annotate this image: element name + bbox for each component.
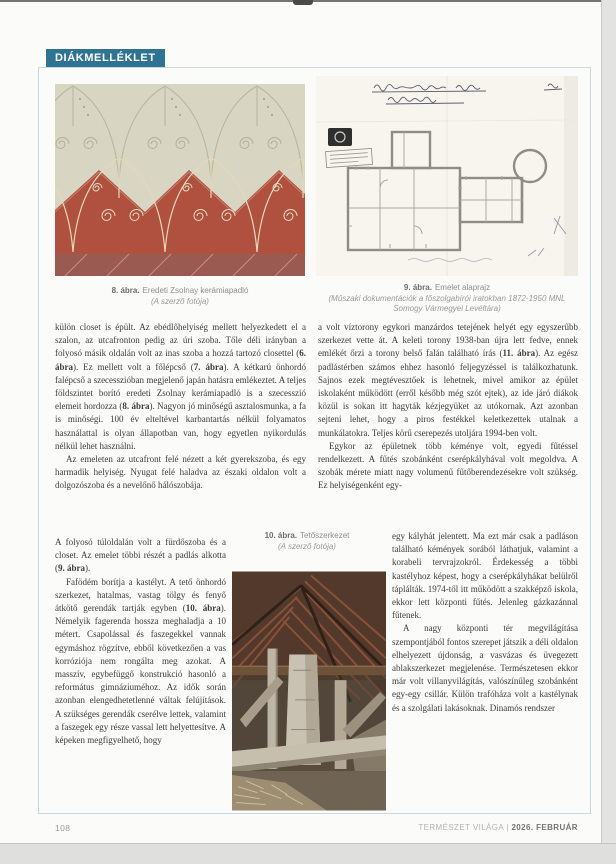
body-text-left-top <box>55 321 306 493</box>
footer-journal-line <box>318 823 578 832</box>
figure10-caption <box>228 531 386 552</box>
figure8-title: Eredeti Zsolnay kerámiapadló <box>142 286 249 295</box>
figure8-tile-photo <box>55 84 305 276</box>
paragraph: Egykor az épületnek több kéménye volt, egyedi fűtéssel rendelkezett. A fűtés szobánként cserépkályhával volt megoldva. A szobák mérete miatt nagy volumenű fűtőberendezésekre volt szükség. Ez helyiségenként egy- <box>318 440 578 491</box>
scan-edge-bottom <box>0 843 616 864</box>
section-label: DIÁKMELLÉKLET <box>46 49 165 67</box>
figure8-label: 8. ábra. <box>111 286 140 295</box>
figure9-title: Emelet alaprajz <box>434 283 491 292</box>
figure9-credit: (Műszaki dokumentációk a főszolgabírói iratokban 1872-1950 MNL Somogy Vármegyei Levéltára) <box>328 293 566 313</box>
figure8-credit: (A szerző fotója) <box>151 296 209 306</box>
paragraph: Fafödém borítja a kastélyt. A tető önhordó szerkezet, hatalmas, vastag tölgy és fenyő átkötő gerendák tartják egyben (10. ábra). Némelyik fagerenda hossza meghaladja a 10 métert. Csapolással és faszegekkel vannak egymáshoz rögzítve, ebből következően a vas korróziója nem rongálta meg azokat. A masszív, egybefüggő konstrukció hasonló a református gimnáziuméhoz. Az idők során azonban elengedhetetlenné váltak felújítások. A szükséges gerendák cserélve lettek, valamint a faszegek egy része vassal lett helyettesítve. A képeken megfigyelhető, hogy <box>55 576 227 746</box>
figure8-tile-art <box>55 84 305 276</box>
figure9-label: 9. ábra. <box>403 283 432 292</box>
figure10-attic-photo <box>232 570 386 812</box>
scan-smudge <box>293 0 313 5</box>
footer-issue: 2026. FEBRUÁR <box>511 823 578 832</box>
body-text-right-bottom <box>392 530 578 715</box>
footer-page-number: 108 <box>55 823 71 833</box>
paragraph: egy kályhát jelentett. Ma ezt már csak a padláson található kémények sorából láthatjuk, valamint a korabeli tervrajzokról. Érdekesség a többi kastélyhoz képest, hogy a cserépkályhákat belülről táplálták. 1974-től itt működött a szakképző iskola, ekkor lett központi fűtés. Jelenleg gázkazánnal fűtenek. <box>392 531 578 621</box>
figure10-attic-art <box>232 570 386 812</box>
figure9-caption <box>316 283 578 315</box>
paragraph: A folyosó túloldalán volt a fürdőszoba és a closet. Az emelet többi részét a padlás alkotta (9. ábra). <box>55 537 226 574</box>
figure9-floorplan <box>316 76 578 276</box>
body-text-right-top <box>318 321 578 493</box>
body-text-left-bottom <box>55 536 226 747</box>
figure10-title: Tetőszerkezet <box>300 531 350 540</box>
figure8-caption <box>55 286 305 307</box>
paragraph: külön closet is épült. Az ebédlőhelyiség mellett helyezkedett el a szalon, az utcafronton pedig az úri szoba. Tőle déli irányban a folyosó másik oldalán volt az inas szoba a hozzá tartozó closettel (6. ábra). Ez mellett volt a főlépcső (7. ábra). A kétkarú önhordó falépcső a szecesszióban megjelenő japán hatásra emlékeztet. A teljes földszintet borító eredeti Zsolnay kerámiapadló is a szecesszió elemeit hordozza (8. ábra). Nagyon jó minőségű asztalosmunka, a fa is minőségi. 100 év elteltével karbantartás nélkül folyamatos használattal is olyan állapotban van, hogy egyetlen nyikordulás nélkül lehet használni. <box>55 322 307 451</box>
paragraph: a volt víztorony egykori manzárdos tetejének helyét egy egyszerűbb szerkezet vette át. A keleti torony 1938-ban újra lett fedve, ennek emlékét őrzi a torony belső falán található írás (11. ábra). Az egész padlástérben számos ehhez hasonló feljegyzéssel is találkozhatunk. Sajnos ezek megtévesztőek is lehetnek, mivel amikor az épület iskolaként működött (erről később még szót ejtek), az ide járó diákok közül is sokan itt hagyták kézjegyüket az utókornak. Azt azonban sejteni lehet, hogy a piros festékkel keletkezettek utalnak a munkálatokra. Teljes körű cserepezés utoljára 1994-ben volt. <box>318 322 578 438</box>
paragraph: Az emeleten az utcafront felé nézett a két gyerekszoba, és egy harmadik helyiség. Nyugat felé haladva az északi oldalon volt a dolgozószoba és a nevelőnő hálószobája. <box>55 454 306 491</box>
figure10-credit: (A szerző fotója) <box>278 541 336 551</box>
paragraph: A nagy központi tér megvilágítása szempontjából fontos szerepet játszik a déli oldalon elhelyezett újdonság, a vasvázas és üvegezett ablakszerkezet megjelenése. Természetesen ekkor már volt villanyvilágítás, valószínűleg szobánként egy-egy csillár. Külön trafóháza volt a kastélynak és a szolgálati lakásoknak. Dinamós rendszer <box>392 623 578 713</box>
figure9-floorplan-art <box>316 76 578 276</box>
figure10-label: 10. ábra. <box>264 531 298 540</box>
scan-edge-right <box>601 0 616 864</box>
footer-journal-name: TERMÉSZET VILÁGA | <box>418 823 509 832</box>
